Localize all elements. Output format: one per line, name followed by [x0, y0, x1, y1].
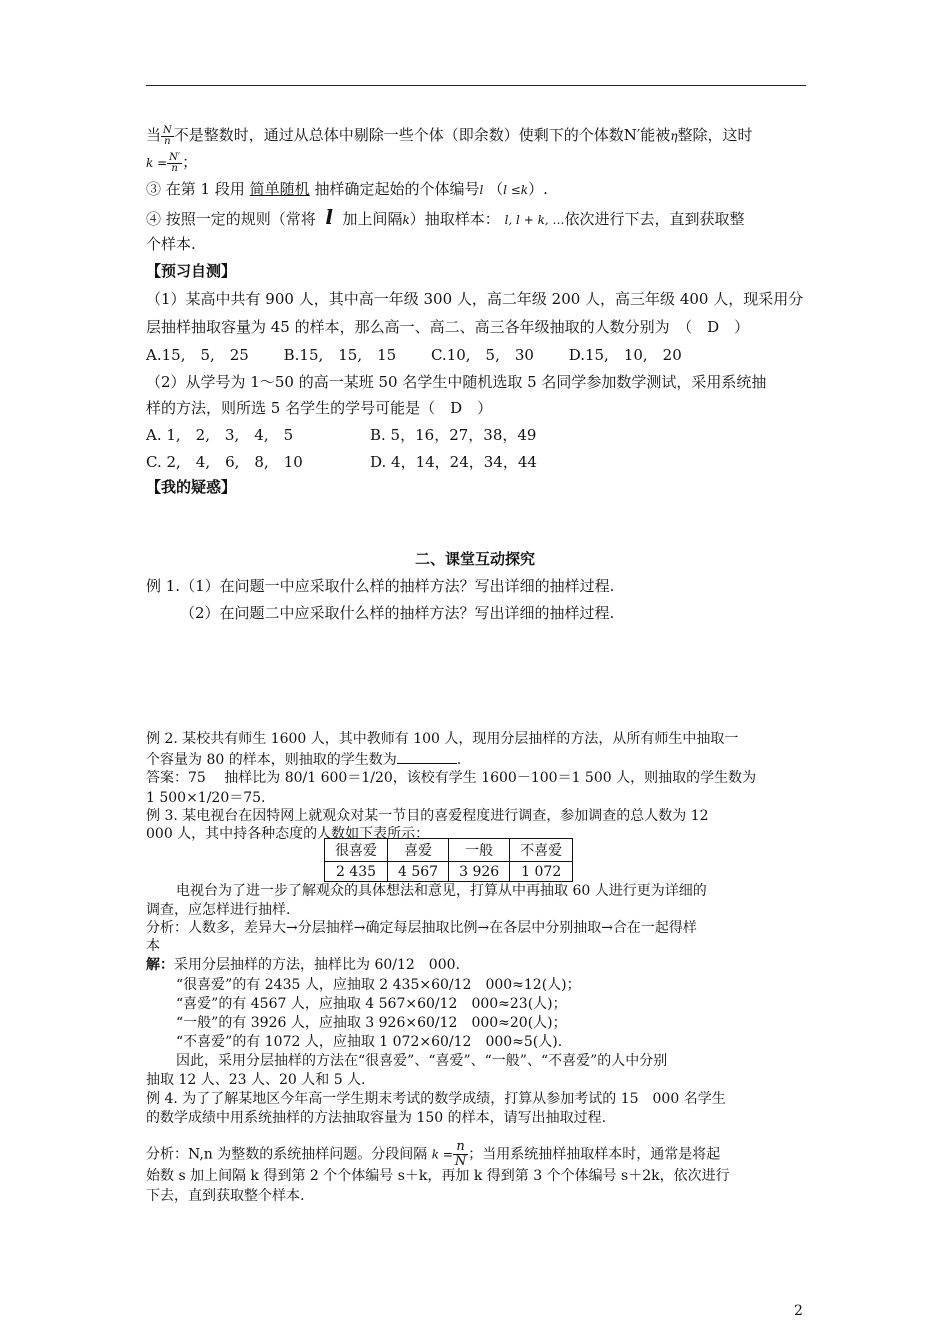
example-2-answer-cont: 1 500×1/20＝75. [146, 790, 266, 806]
question-2-option-c: C. 2, 4, 6, 8, 10 [146, 453, 303, 471]
solution-line: “一般”的有 3926 人，应抽取 3 926×60/12 000≈20(人)； [176, 1015, 567, 1031]
solution-line: “不喜爱”的有 1072 人，应抽取 1 072×60/12 000≈5(人). [176, 1034, 563, 1050]
example-3-analysis-cont: 本 [146, 938, 160, 954]
example-3: 例 3. 某电视台在因特网上就观众对某一节目的喜爱程度进行调查，参加调查的总人数为 12 [146, 808, 709, 824]
fraction-n-over-N: $\frac{n}{N}$ [454, 1139, 467, 1169]
solution-line: “很喜爱”的有 2435 人，应抽取 2 435×60/12 000≈12(人)； [176, 977, 581, 993]
table-cell: 4 567 [388, 862, 449, 882]
example-3-analysis: 分析：人数多，差异大→分层抽样→确定每层抽取比例→在各层中分别抽取→合在一起得样 [146, 920, 697, 936]
solution-line: 因此，采用分层抽样的方法在“很喜爱”、“喜爱”、“一般”、“不喜爱”的人中分别 [176, 1053, 668, 1069]
example-1-part-2: （2）在问题二中应采取什么样的抽样方法？写出详细的抽样过程. [180, 604, 615, 622]
table-row [325, 862, 573, 882]
table-header-cell: 喜爱 [388, 839, 449, 862]
table-cell: 1 072 [510, 862, 573, 882]
question-1: （1）某高中共有 900 人，其中高一年级 300 人，高二年级 200 人，高三年级 400 人，现采用分 [146, 290, 804, 308]
page-number: 2 [794, 1303, 803, 1319]
question-2-option-d: D. 4，14，24，34，44 [370, 453, 537, 471]
question-2-cont: 样的方法，则所选 5 名学生的学号可能是（ D ） [146, 399, 493, 417]
question-2-option-b: B. 5，16，27，38，49 [370, 426, 537, 444]
example-3-question: 电视台为了进一步了解观众的具体想法和意见，打算从中再抽取 60 人进行更为详细的 [176, 883, 707, 899]
table-header-cell: 不喜爱 [510, 839, 573, 862]
question-1-cont: 层抽样抽取容量为 45 的样本，那么高一、高二、高三各年级抽取的人数分别为 （ D ） [146, 318, 750, 336]
section-heading: 【我的疑惑】 [146, 478, 237, 496]
attitude-table [324, 838, 573, 882]
fraction-Nprime-over-n: $\frac{N'}{n}$ [169, 151, 181, 174]
solution-line: 抽取 12 人、23 人、20 人和 5 人. [146, 1072, 366, 1088]
text-line: k = $\frac{N'}{n}$ ； [146, 151, 198, 174]
example-1: 例 1.（1）在问题一中应采取什么样的抽样方法？写出详细的抽样过程. [146, 577, 615, 595]
example-4-analysis-end: 下去，直到获取整个样本. [146, 1188, 305, 1204]
example-4: 例 4. 为了了解某地区今年高一学生期末考试的数学成绩，打算从参加考试的 15 000 名学生 [146, 1091, 726, 1107]
question-2-option-a: A. 1, 2, 3, 4, 5 [146, 426, 294, 444]
solution-line: 解：采用分层抽样的方法，抽样比为 60/12 000. [146, 957, 460, 973]
answer-blank [397, 749, 457, 764]
example-4-analysis-cont: 始数 s 加上间隔 k 得到第 2 个个体编号 s＋k，再加 k 得到第 3 个个体编号 s＋2k，依次进行 [146, 1168, 730, 1184]
table-header-cell: 一般 [449, 839, 510, 862]
text-line: ④ 按照一定的规则（常将 l 加上间隔k）抽取样本： l, l + k, …依次进行下去，直到获取整 [146, 205, 745, 229]
text-line: 个样本. [146, 235, 196, 253]
section-heading: 【预习自测】 [146, 262, 237, 280]
solution-line: “喜爱”的有 4567 人，应抽取 4 567×60/12 000≈23(人)； [176, 996, 567, 1012]
example-3-question-cont: 调查，应怎样进行抽样. [146, 902, 291, 918]
question-2: （2）从学号为 1～50 的高一某班 50 名学生中随机选取 5 名同学参加数学测试，采用系统抽 [146, 373, 767, 391]
example-2-cont: 个容量为 80 的样本，则抽取的学生数为 . [146, 749, 461, 770]
section-title: 二、课堂互动探究 [414, 550, 535, 568]
table-cell: 3 926 [449, 862, 510, 882]
example-4-cont: 的数学成绩中用系统抽样的方法抽取容量为 150 的样本，请写出抽取过程. [146, 1110, 607, 1126]
table-header-row [325, 839, 573, 862]
example-3-cont: 000 人，其中持各种态度的人数如下表所示： [146, 826, 430, 842]
question-1-options: A.15, 5, 25 B.15, 15, 15 C.10, 5, 30 D.15, 10, 20 [146, 346, 682, 364]
fraction-N-over-n: $\frac{N}{n}$ [163, 124, 172, 147]
example-2-answer: 答案：75 抽样比为 80/1 600＝1/20，该校有学生 1600－100＝1 500 人，则抽取的学生数为 [146, 770, 757, 786]
table-header-cell: 很喜爱 [325, 839, 388, 862]
header-rule [146, 85, 806, 86]
table-cell: 2 435 [325, 862, 388, 882]
text-line: 当 $\frac{N}{n}$ 不是整数时，通过从总体中剔除一些个体（即余数）使剩下的个体数N′能被η整除，这时 [146, 124, 753, 147]
example-4-analysis: 分析：N,n 为整数的系统抽样问题。分段间隔 k = $\frac{n}{N}$ ；当用系统抽样抽取样本时，通常是将起 [146, 1139, 721, 1169]
example-2: 例 2. 某校共有师生 1600 人，其中教师有 100 人，现用分层抽样的方法，从所有师生中抽取一 [146, 731, 739, 747]
text-line: ③ 在第 1 段用 简单随机 抽样确定起始的个体编号l （l ≤k）. [146, 180, 548, 198]
